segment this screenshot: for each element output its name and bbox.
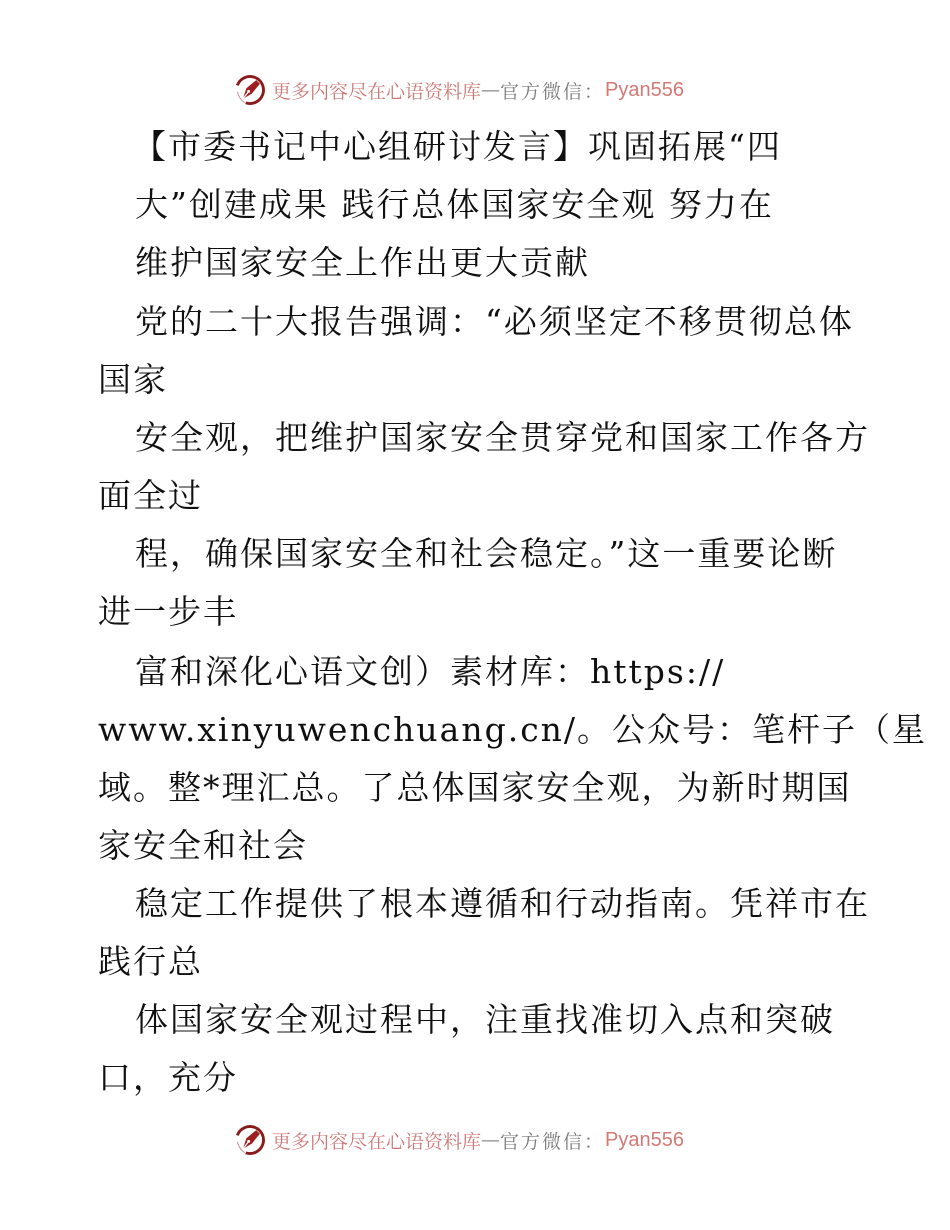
wechat-label: 官方微信： bbox=[500, 80, 606, 103]
body-line-11: 稳定工作提供了根本遵循和行动指南。凭祥市在 bbox=[135, 884, 870, 923]
body-line-9: 域。整*理汇总。了总体国家安全观，为新时期国 bbox=[98, 768, 852, 807]
body-line-13: 体国家安全观过程中，注重找准切入点和突破 bbox=[135, 1000, 835, 1039]
document-title-line-2: 大”创建成果 践行总体国家安全观 努力在 bbox=[135, 185, 774, 224]
body-line-3: 安全观，把维护国家安全贯穿党和国家工作各方 bbox=[135, 418, 870, 457]
banner-dash: — bbox=[481, 1129, 501, 1151]
body-line-10: 家安全和社会 bbox=[98, 826, 308, 865]
wechat-id: Pyan556 bbox=[605, 1128, 684, 1151]
pen-nib-circle-logo-icon bbox=[232, 72, 268, 108]
banner-dash: — bbox=[481, 79, 501, 101]
body-line-8: www.xinyuwenchuang.cn/。公众号：笔杆子（星 bbox=[98, 710, 928, 749]
footer-banner bbox=[232, 1120, 684, 1160]
document-title-line-3: 维护国家安全上作出更大贡献 bbox=[135, 243, 590, 282]
body-line-6: 进一步丰 bbox=[98, 592, 238, 631]
body-line-4: 面全过 bbox=[98, 476, 203, 515]
brand-text: 更多内容尽在心语资料库 bbox=[272, 1130, 482, 1153]
body-line-2: 国家 bbox=[98, 360, 168, 399]
body-line-7: 富和深化心语文创）素材库：https:// bbox=[135, 652, 726, 691]
brand-text: 更多内容尽在心语资料库 bbox=[272, 80, 482, 103]
wechat-label: 官方微信： bbox=[500, 1130, 606, 1153]
body-line-1: 党的二十大报告强调：“必须坚定不移贯彻总体 bbox=[135, 302, 854, 341]
body-line-12: 践行总 bbox=[98, 942, 203, 981]
wechat-id: Pyan556 bbox=[605, 78, 684, 101]
document-title-line-1: 【市委书记中心组研讨发言】巩固拓展“四 bbox=[133, 127, 782, 166]
header-banner bbox=[232, 70, 684, 110]
body-line-5: 程，确保国家安全和社会稳定。”这一重要论断 bbox=[135, 534, 838, 573]
body-line-14: 口，充分 bbox=[98, 1058, 238, 1097]
pen-nib-circle-logo-icon bbox=[232, 1122, 268, 1158]
